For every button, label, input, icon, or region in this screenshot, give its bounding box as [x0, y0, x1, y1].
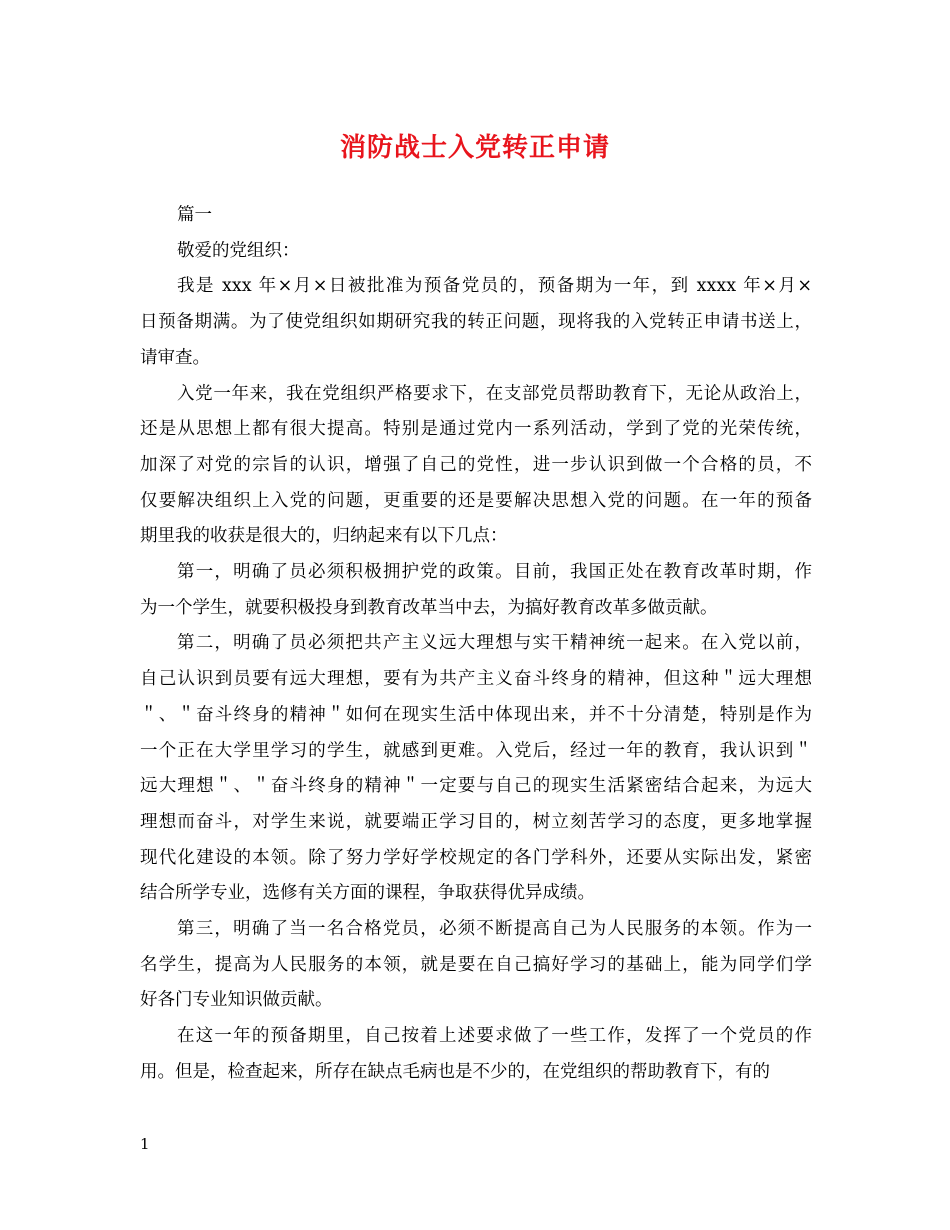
body-line: 名学生，提高为人民服务的本领，就是要在自己搞好学习的基础上，能为同学们学: [140, 954, 812, 975]
body-line: 第一，明确了员必须积极拥护党的政策。目前，我国正处在教育改革时期，作: [177, 562, 812, 582]
body-line: 为一个学生，就要积极投身到教育改革当中去，为搞好教育改革多做贡献。: [140, 597, 718, 618]
body-line: 好各门专业知识做贡献。: [140, 990, 333, 1011]
body-line: 还是从思想上都有很大提高。特别是通过党内一系列活动，学到了党的光荣传统，: [140, 419, 812, 440]
body-line: 一个正在大学里学习的学生，就感到更难。入党后，经过一年的教育，我认识到＂: [140, 740, 812, 761]
body-line: 用。但是，检查起来，所存在缺点毛病也是不少的，在党组织的帮助教育下，有的: [140, 1061, 770, 1082]
body-line: 理想而奋斗，对学生来说，就要端正学习目的，树立刻苦学习的态度，更多地掌握: [140, 811, 812, 832]
body-line: 现代化建设的本领。除了努力学好学校规定的各门学科外，还要从实际出发，紧密: [140, 847, 812, 868]
body-line: 期里我的收获是很大的，归纳起来有以下几点：: [140, 526, 508, 547]
body-line: 结合所学专业，选修有关方面的课程，争取获得优异成绩。: [140, 883, 595, 904]
body-line: ＂、＂奋斗终身的精神＂如何在现实生活中体现出来，并不十分清楚，特别是作为: [140, 704, 812, 725]
body-line: 远大理想＂、＂奋斗终身的精神＂一定要与自己的现实生活紧密结合起来，为远大: [140, 776, 812, 797]
body-line: 自己认识到员要有远大理想，要有为共产主义奋斗终身的精神，但这种＂远大理想: [140, 669, 812, 690]
body-line: 日预备期满。为了使党组织如期研究我的转正问题，现将我的入党转正申请书送上，: [140, 312, 812, 333]
page-number: 1: [140, 1135, 150, 1153]
body-line: 加深了对党的宗旨的认识，增强了自己的党性，进一步认识到做一个合格的员，不: [140, 454, 812, 475]
body-line: 第三，明确了当一名合格党员，必须不断提高自己为人民服务的本领。作为一: [177, 919, 812, 939]
body-line: 第二，明确了员必须把共产主义远大理想与实干精神统一起来。在入党以前，: [177, 633, 812, 654]
body-line: 入党一年来，我在党组织严格要求下，在支部党员帮助教育下，无论从政治上，: [177, 383, 812, 404]
body-line: 仅要解决组织上入党的问题，更重要的还是要解决思想入党的问题。在一年的预备: [140, 490, 812, 511]
body-line: 篇一: [177, 205, 212, 225]
body-line: 在这一年的预备期里，自己按着上述要求做了一些工作，发挥了一个党员的作: [177, 1026, 812, 1047]
body-line: 敬爱的党组织：: [177, 240, 300, 261]
body-line: 我是 xxx 年×月×日被批准为预备党员的，预备期为一年，到 xxxx 年×月×: [177, 276, 812, 297]
body-line: 请审查。: [140, 347, 210, 368]
document-title: 消防战士入党转正申请: [339, 133, 610, 163]
